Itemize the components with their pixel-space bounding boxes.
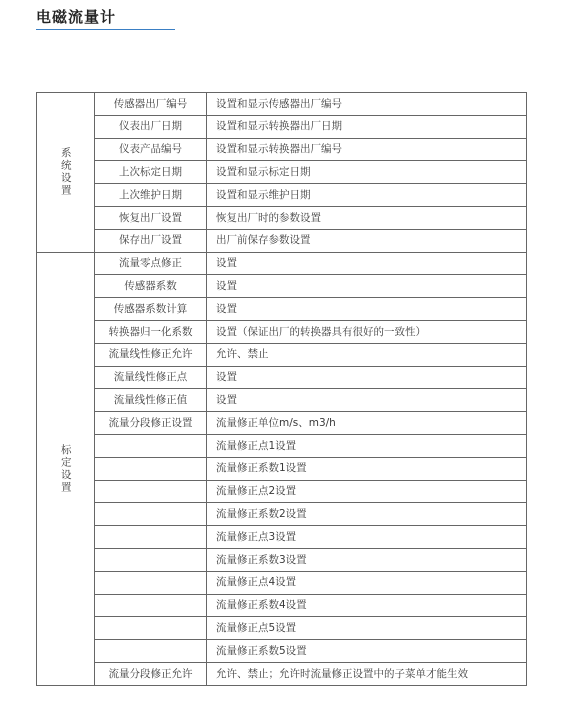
setting-description-cell: 设置	[207, 298, 527, 321]
setting-name-cell: 上次维护日期	[95, 184, 207, 207]
setting-description-cell: 设置	[207, 389, 527, 412]
table-row	[37, 640, 527, 663]
setting-name-cell: 传感器系数计算	[95, 298, 207, 321]
setting-name-cell: 保存出厂设置	[95, 229, 207, 252]
setting-name-cell: 仪表出厂日期	[95, 115, 207, 138]
setting-name-cell	[95, 434, 207, 457]
table-row	[37, 298, 527, 321]
table-row	[37, 412, 527, 435]
setting-description-cell: 流量修正点4设置	[207, 571, 527, 594]
setting-description-cell: 流量修正单位m/s、m3/h	[207, 412, 527, 435]
setting-description-cell: 流量修正系数2设置	[207, 503, 527, 526]
table-row	[37, 184, 527, 207]
setting-description-cell: 设置和显示标定日期	[207, 161, 527, 184]
table-row	[37, 662, 527, 685]
table-row	[37, 548, 527, 571]
setting-name-cell: 流量线性修正值	[95, 389, 207, 412]
table-row	[37, 115, 527, 138]
setting-description-cell: 流量修正点5设置	[207, 617, 527, 640]
table-row	[37, 93, 527, 116]
setting-name-cell	[95, 594, 207, 617]
setting-description-cell: 设置	[207, 252, 527, 275]
setting-name-cell: 流量线性修正点	[95, 366, 207, 389]
setting-description-cell: 流量修正点1设置	[207, 434, 527, 457]
setting-description-cell: 恢复出厂时的参数设置	[207, 206, 527, 229]
table-row	[37, 434, 527, 457]
setting-name-cell: 传感器出厂编号	[95, 93, 207, 116]
table-row	[37, 366, 527, 389]
table-row	[37, 389, 527, 412]
setting-name-cell: 仪表产品编号	[95, 138, 207, 161]
setting-description-cell: 设置	[207, 275, 527, 298]
setting-description-cell: 流量修正系数1设置	[207, 457, 527, 480]
page-title: 电磁流量计	[36, 8, 117, 26]
table-row	[37, 320, 527, 343]
table-row	[37, 594, 527, 617]
table-row	[37, 229, 527, 252]
setting-name-cell	[95, 640, 207, 663]
table-row	[37, 526, 527, 549]
setting-description-cell: 流量修正点3设置	[207, 526, 527, 549]
setting-name-cell	[95, 548, 207, 571]
setting-description-cell: 允许、禁止；允许时流量修正设置中的子菜单才能生效	[207, 662, 527, 685]
setting-name-cell: 流量零点修正	[95, 252, 207, 275]
setting-name-cell	[95, 526, 207, 549]
table-row	[37, 275, 527, 298]
setting-description-cell: 允许、禁止	[207, 343, 527, 366]
setting-description-cell: 设置和显示维护日期	[207, 184, 527, 207]
group-label-cell	[37, 93, 95, 253]
setting-description-cell: 设置	[207, 366, 527, 389]
table-row	[37, 343, 527, 366]
setting-name-cell	[95, 503, 207, 526]
setting-description-cell: 设置和显示转换器出厂日期	[207, 115, 527, 138]
setting-name-cell: 流量分段修正设置	[95, 412, 207, 435]
setting-name-cell: 传感器系数	[95, 275, 207, 298]
setting-description-cell: 设置和显示转换器出厂编号	[207, 138, 527, 161]
setting-description-cell: 流量修正系数4设置	[207, 594, 527, 617]
setting-name-cell	[95, 457, 207, 480]
setting-name-cell: 上次标定日期	[95, 161, 207, 184]
setting-description-cell: 出厂前保存参数设置	[207, 229, 527, 252]
setting-name-cell: 流量线性修正允许	[95, 343, 207, 366]
table-row	[37, 617, 527, 640]
title-underline	[36, 29, 175, 30]
setting-description-cell: 流量修正点2设置	[207, 480, 527, 503]
group-label: 标定设置	[59, 443, 72, 494]
setting-description-cell: 设置和显示传感器出厂编号	[207, 93, 527, 116]
setting-name-cell	[95, 571, 207, 594]
setting-name-cell: 转换器归一化系数	[95, 320, 207, 343]
setting-description-cell: 设置（保证出厂的转换器具有很好的一致性）	[207, 320, 527, 343]
group-label: 系统设置	[59, 147, 72, 198]
settings-table	[36, 92, 527, 686]
setting-name-cell	[95, 480, 207, 503]
setting-description-cell: 流量修正系数5设置	[207, 640, 527, 663]
table-row	[37, 571, 527, 594]
setting-name-cell	[95, 617, 207, 640]
table-row	[37, 206, 527, 229]
setting-name-cell: 流量分段修正允许	[95, 662, 207, 685]
table-row	[37, 480, 527, 503]
setting-description-cell: 流量修正系数3设置	[207, 548, 527, 571]
setting-name-cell: 恢复出厂设置	[95, 206, 207, 229]
settings-table-body	[37, 93, 527, 686]
table-row	[37, 161, 527, 184]
table-row	[37, 457, 527, 480]
table-row	[37, 252, 527, 275]
table-row	[37, 503, 527, 526]
table-row	[37, 138, 527, 161]
group-label-cell	[37, 252, 95, 685]
